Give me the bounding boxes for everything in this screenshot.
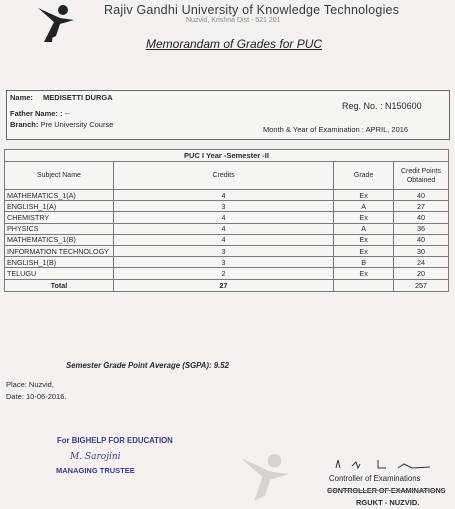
subject-credits: 4: [113, 190, 333, 201]
for-organization-text: For BIGHELP FOR EDUCATION: [57, 436, 173, 445]
subject-name: TELUGU: [5, 268, 114, 279]
place-text: Place: Nuzvid,: [6, 380, 54, 389]
university-address: Nuzvid, Krishna Dist - 521 201: [186, 17, 281, 24]
grades-table: [4, 149, 449, 292]
subject-name: MATHEMATICS_1(A): [5, 190, 114, 201]
father-name-value: --: [64, 109, 70, 118]
table-row: [5, 245, 449, 256]
subject-points: 20: [394, 268, 449, 279]
university-logo-icon: [34, 2, 78, 46]
total-row: [5, 279, 449, 291]
subject-name: MATHEMATICS_1(B): [5, 234, 114, 245]
subject-points: 30: [394, 245, 449, 256]
subject-grade: Ex: [334, 190, 394, 201]
table-header-row: [5, 162, 449, 190]
total-grade-empty: [334, 279, 394, 291]
subject-grade: A: [334, 201, 394, 212]
subject-points: 40: [394, 212, 449, 223]
subject-grade: A: [334, 223, 394, 234]
subject-points: 40: [394, 190, 449, 201]
semester-row: [5, 150, 449, 162]
sgpa-text: Semester Grade Point Average (SGPA): 9.52: [66, 361, 229, 370]
points-header: Credit Points Obtained: [394, 162, 449, 190]
subject-credits: 3: [113, 257, 333, 268]
table-row: [5, 234, 449, 245]
subject-grade: Ex: [334, 234, 394, 245]
reg-no-label: Reg. No. :: [342, 101, 383, 111]
subject-points: 27: [394, 201, 449, 212]
table-row: [5, 223, 449, 234]
subject-header: Subject Name: [5, 162, 114, 190]
student-name-value: MEDISETTI DURGA: [43, 93, 113, 102]
subject-credits: 4: [113, 212, 333, 223]
total-credits: 27: [113, 279, 333, 291]
father-name-row: [10, 109, 70, 118]
subject-points: 36: [394, 223, 449, 234]
table-row: [5, 190, 449, 201]
credits-header: Credits: [113, 162, 333, 190]
subject-name: ENGLISH_1(B): [5, 257, 114, 268]
student-name-label: Name:: [10, 93, 33, 102]
subject-credits: 3: [113, 201, 333, 212]
subject-name: ENGLISH_1(A): [5, 201, 114, 212]
exam-date-label: Month & Year of Examination :: [263, 125, 364, 134]
grade-header: Grade: [334, 162, 394, 190]
subject-grade: Ex: [334, 212, 394, 223]
memo-title: Memorandam of Grades for PUC: [146, 37, 323, 51]
managing-trustee-text: MANAGING TRUSTEE: [56, 466, 135, 475]
total-label: Total: [5, 279, 114, 291]
university-name: Rajiv Gandhi University of Knowledge Technologies: [104, 3, 400, 17]
subject-name: INFORMATION TECHNOLOGY: [5, 245, 114, 256]
branch-row: [10, 120, 113, 129]
branch-value: Pre University Course: [40, 120, 114, 129]
reg-no-row: [342, 101, 422, 111]
controller-title: Controller of Examinations: [329, 474, 421, 483]
subject-name: CHEMISTRY: [5, 212, 114, 223]
date-text: Date: 10-06-2016.: [6, 392, 67, 401]
subject-credits: 4: [113, 223, 333, 234]
subject-credits: 4: [113, 234, 333, 245]
father-name-label: Father Name: :: [10, 109, 63, 118]
controller-signature: [330, 454, 440, 472]
controller-stamp: CONTROLLER OF EXAMINATIONS: [327, 486, 446, 495]
subject-points: 40: [394, 234, 449, 245]
branch-label: Branch:: [10, 120, 39, 129]
trustee-signature: [68, 447, 126, 463]
reg-no-value: N150600: [385, 101, 422, 111]
student-name-row: [10, 93, 113, 102]
table-row: [5, 201, 449, 212]
trustee-signature-text: M. Sarojini: [70, 452, 121, 462]
rgukt-stamp: RGUKT - NUZVID.: [356, 498, 420, 507]
subject-grade: Ex: [334, 245, 394, 256]
subject-grade: Ex: [334, 268, 394, 279]
exam-date-value: APRIL, 2016: [365, 125, 409, 134]
subject-name: PHYSICS: [5, 223, 114, 234]
subject-credits: 3: [113, 245, 333, 256]
total-points: 257: [394, 279, 449, 291]
table-row: [5, 212, 449, 223]
exam-date-row: [263, 125, 408, 134]
subject-credits: 2: [113, 268, 333, 279]
table-row: [5, 268, 449, 279]
semester-title: PUC I Year -Semester -II: [5, 150, 449, 162]
table-row: [5, 257, 449, 268]
subject-points: 24: [394, 257, 449, 268]
subject-grade: B: [334, 257, 394, 268]
watermark-logo-icon: [235, 450, 295, 509]
